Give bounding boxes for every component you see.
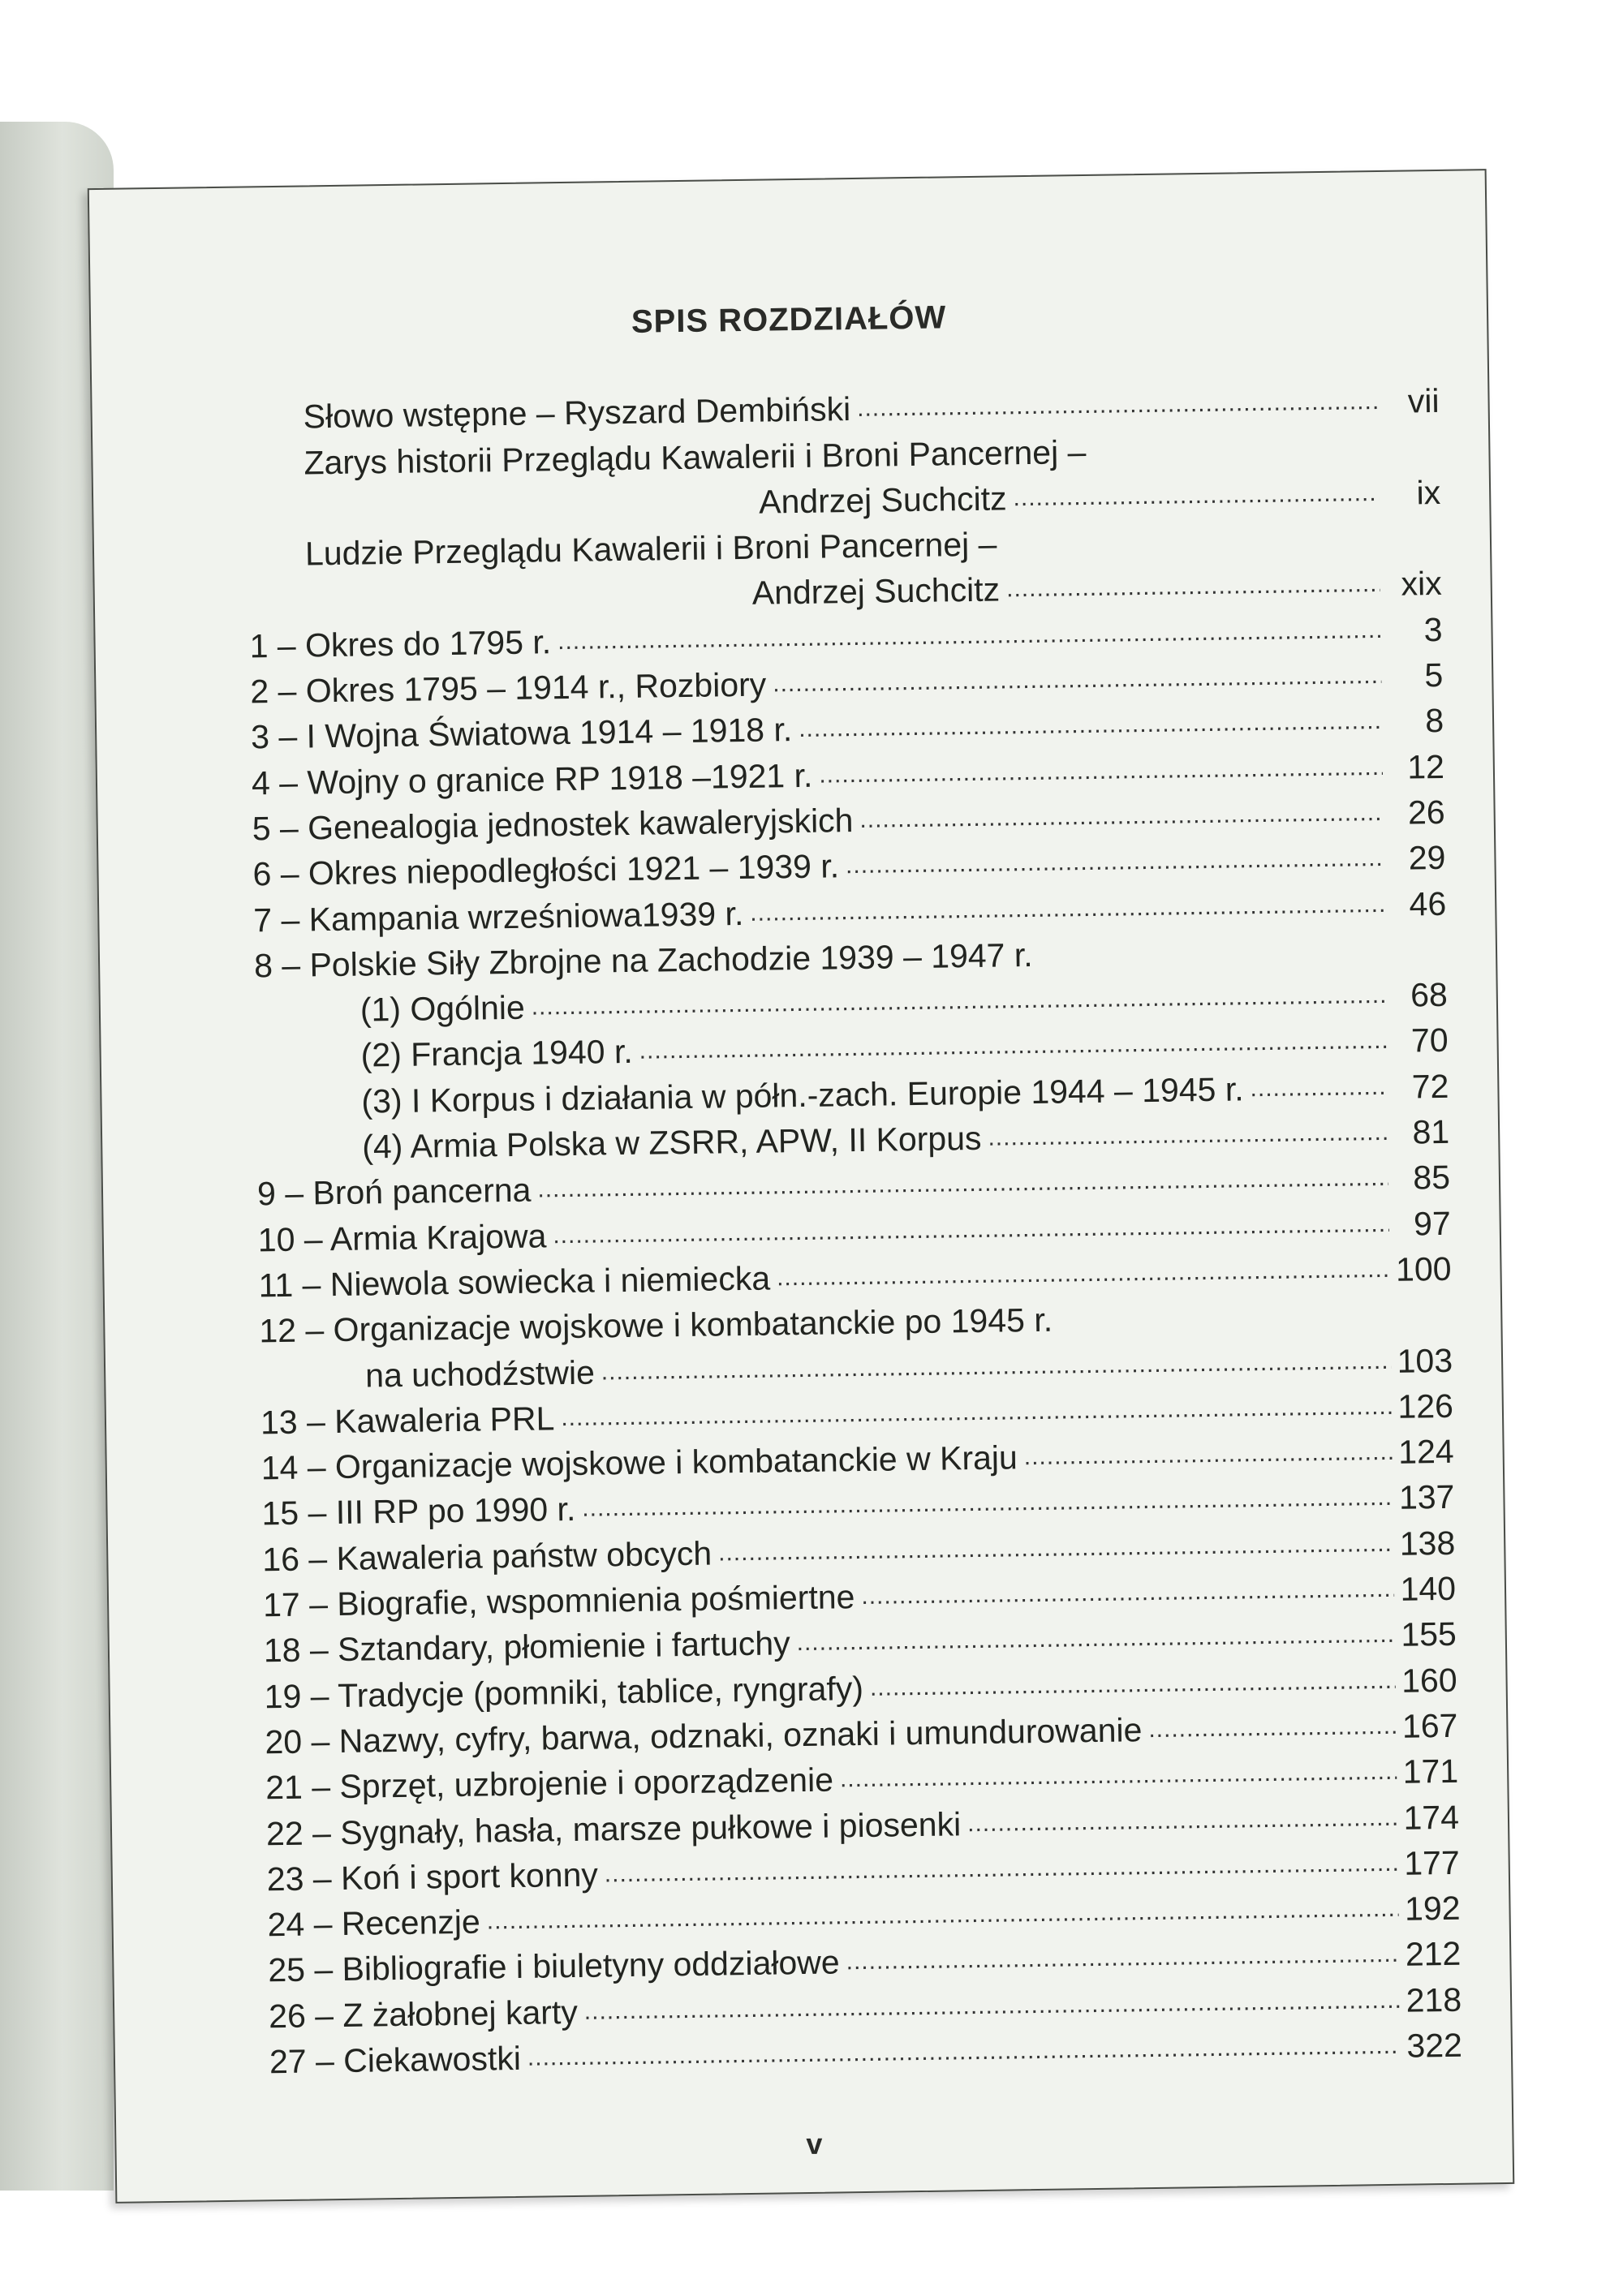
dot-leader [967, 1795, 1397, 1846]
dot-leader [1148, 1704, 1396, 1752]
toc-entry-label: 27 – Ciekawostki [269, 2039, 522, 2081]
toc-entry-page: 171 [1402, 1752, 1459, 1791]
toc-entry-label: 19 – Tradycje (pomniki, tablice, ryngrafy) [264, 1669, 864, 1715]
toc-entry-label: 9 – Broń pancerna [256, 1171, 532, 1213]
dot-leader [846, 836, 1384, 888]
toc-entry-label: 10 – Armia Krajowa [257, 1217, 547, 1258]
toc-entry-label: 17 – Biografie, wspomnienia pośmiertne [262, 1578, 855, 1624]
toc-entry-label: 7 – Kampania wrześniowa1939 r. [253, 894, 744, 939]
toc-entry-page: 126 [1397, 1387, 1454, 1425]
toc-entry-author: Andrzej Suchcitz [758, 479, 1007, 521]
dot-leader [1250, 1064, 1388, 1111]
book-page [88, 169, 1515, 2204]
toc-entry-page: 81 [1412, 1112, 1450, 1151]
toc-entry-page: 26 [1407, 793, 1445, 832]
toc-entry-page: 192 [1404, 1889, 1461, 1928]
toc-entry-label: 2 – Okres 1795 – 1914 r., Rozbiory [250, 665, 767, 711]
toc-entry-page: 68 [1410, 976, 1449, 1014]
dot-leader [819, 745, 1383, 798]
toc-entry-label: 12 – Organizacje wojskowe i kombatanckie po 1945 r. [259, 1301, 1053, 1350]
toc-entry-label: 15 – III RP po 1990 r. [261, 1490, 576, 1533]
toc-entry-page: xix [1401, 565, 1443, 604]
toc-entry-label: 26 – Z żałobnej karty [268, 1993, 579, 2035]
dot-leader [1023, 1430, 1392, 1480]
dot-leader [859, 790, 1384, 843]
toc-entry-label: (3) I Korpus i działania w półn.-zach. Europie 1944 – 1945 r. [361, 1070, 1244, 1120]
toc-entry-page: 3 [1423, 610, 1443, 648]
toc-entry-page: 212 [1405, 1935, 1462, 1974]
toc-entry-page: 174 [1403, 1798, 1460, 1837]
toc-entry-page: 138 [1399, 1524, 1456, 1563]
dot-leader [870, 1658, 1396, 1710]
toc-entry-label: 16 – Kawaleria państw obcych [262, 1534, 712, 1579]
table-of-contents [246, 378, 1462, 2084]
toc-entry-label: 8 – Polskie Siły Zbrojne na Zachodzie 1939 – 1947 r. [253, 935, 1033, 985]
dot-leader [861, 1567, 1394, 1619]
toc-entry-page: 8 [1424, 702, 1444, 740]
dot-leader [773, 653, 1382, 707]
dot-leader [988, 1110, 1388, 1161]
toc-entry-label: 1 – Okres do 1795 r. [249, 623, 552, 665]
toc-entry-label: Zarys historii Przeglądu Kawalerii i Broni Pancernej – [304, 432, 1087, 482]
dot-leader [796, 1612, 1395, 1666]
toc-entry-label: (4) Armia Polska w ZSRR, APW, II Korpus [361, 1119, 982, 1166]
toc-entry-label: 24 – Recenzje [267, 1903, 481, 1944]
toc-entry-label: 18 – Sztandary, płomienie i fartuchy [263, 1624, 790, 1670]
toc-entry-label: 23 – Koń i sport konny [266, 1855, 599, 1898]
toc-entry-page: ix [1416, 473, 1441, 512]
toc-entry-page: 167 [1401, 1706, 1458, 1745]
toc-entry-page: 72 [1411, 1067, 1449, 1106]
toc-entry-page: 177 [1403, 1843, 1461, 1882]
dot-leader [1006, 561, 1380, 612]
toc-entry-page: 103 [1397, 1341, 1453, 1380]
dot-leader [1013, 471, 1379, 521]
toc-entry-page: 140 [1400, 1569, 1457, 1608]
toc-entry-page: 160 [1401, 1661, 1457, 1700]
toc-entry-label: 6 – Okres niepodległości 1921 – 1939 r. [252, 847, 840, 893]
toc-entry-page: vii [1407, 382, 1440, 420]
toc-entry-page: 155 [1401, 1615, 1457, 1654]
toc-entry-label: 21 – Sprzęt, uzbrojenie i oporządzenie [265, 1761, 834, 1807]
dot-leader [750, 881, 1385, 935]
dot-leader [799, 699, 1383, 752]
toc-entry-author: Andrzej Suchcitz [751, 570, 1001, 613]
toc-entry-page: 322 [1406, 2026, 1463, 2065]
toc-entry-page: 12 [1406, 747, 1445, 786]
toc-entry-page: 100 [1395, 1249, 1452, 1288]
dot-leader [857, 379, 1378, 432]
toc-entry-label: 3 – I Wojna Światowa 1914 – 1918 r. [250, 711, 793, 756]
toc-entry-page: 29 [1408, 839, 1446, 877]
dot-leader [840, 1749, 1397, 1803]
page-title: SPIS ROZDZIAŁÓW [631, 299, 947, 340]
toc-entry-label: 4 – Wojny o granice RP 1918 –1921 r. [251, 756, 813, 802]
toc-entry-page: 46 [1409, 884, 1447, 923]
toc-entry-label: 22 – Sygnały, hasła, marsze pułkowe i piosenki [265, 1804, 962, 1852]
toc-entry-label: 25 – Bibliografie i biuletyny oddziałowe [268, 1943, 840, 1989]
toc-entry-page: 97 [1413, 1204, 1452, 1243]
dot-leader [777, 1247, 1390, 1301]
toc-entry-label: 11 – Niewola sowiecka i niemiecka [258, 1259, 771, 1305]
toc-entry-label-continued: na uchodźstwie [364, 1353, 596, 1395]
toc-entry-page: 137 [1398, 1478, 1455, 1517]
toc-entry-page: 5 [1424, 656, 1444, 694]
toc-entry-label: (1) Ogólnie [359, 988, 526, 1029]
toc-entry-page: 85 [1413, 1159, 1451, 1197]
dot-leader [846, 1932, 1399, 1985]
toc-entry-page: 70 [1410, 1021, 1449, 1060]
toc-entry-label: Słowo wstępne – Ryszard Dembiński [303, 390, 851, 436]
toc-entry-label: 5 – Genealogia jednostek kawaleryjskich [252, 802, 854, 848]
toc-entry-label: 14 – Organizacje wojskowe i kombatanckie w Kraju [260, 1438, 1018, 1487]
page-number: v [806, 2126, 823, 2161]
toc-entry-label: Ludzie Przeglądu Kawalerii i Broni Pancernej – [304, 525, 997, 573]
toc-entry-label: 20 – Nazwy, cyfry, barwa, odznaki, oznaki i umundurowanie [265, 1711, 1143, 1761]
toc-entry-label: (2) Francja 1940 r. [360, 1033, 633, 1075]
toc-entry-page: 124 [1397, 1432, 1454, 1471]
toc-entry-label: 13 – Kawaleria PRL [260, 1400, 555, 1442]
toc-entry-page: 218 [1406, 1980, 1462, 2019]
